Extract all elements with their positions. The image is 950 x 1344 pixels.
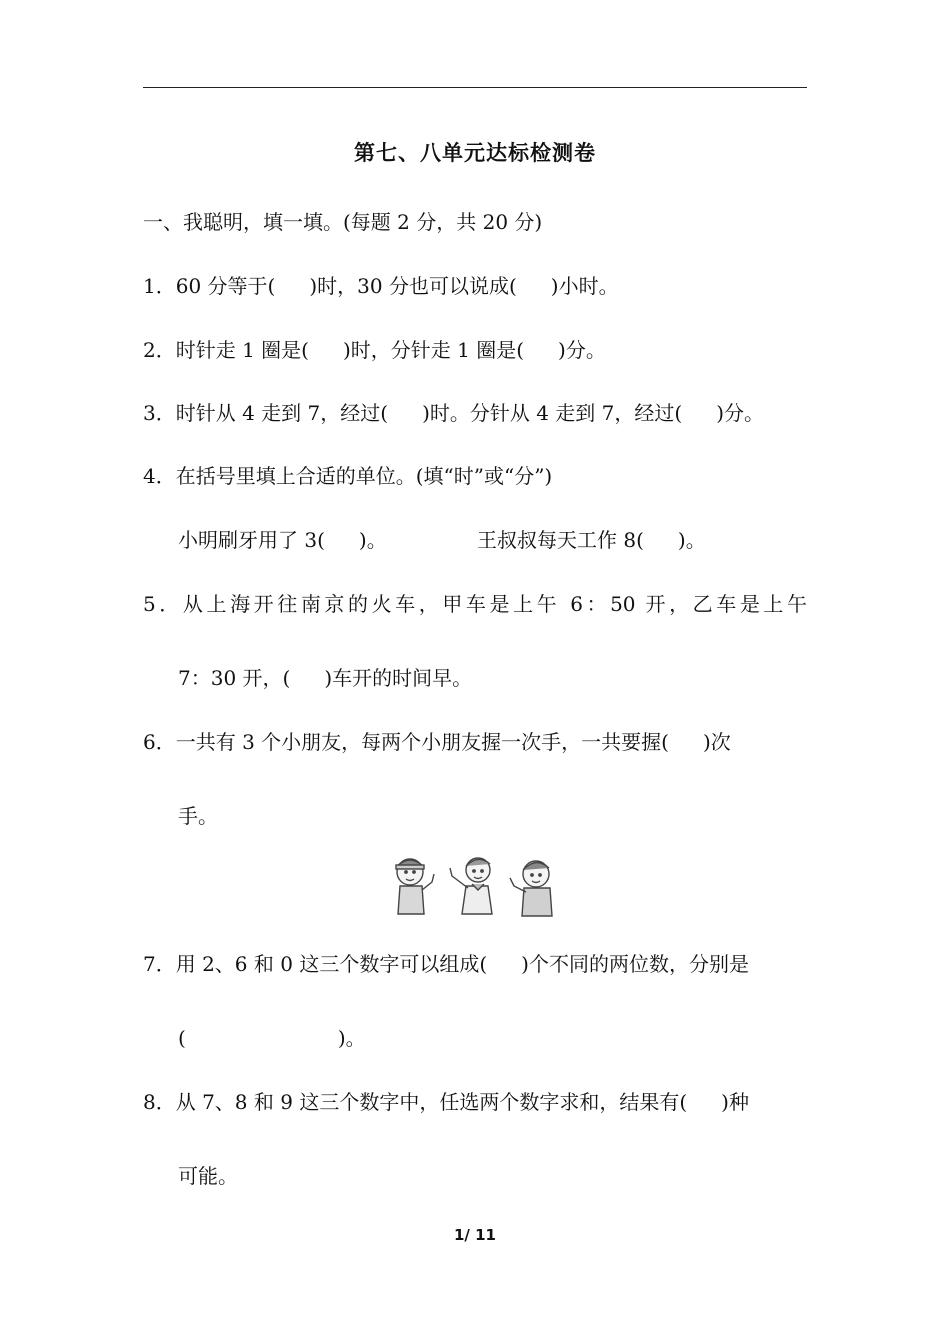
question-4-item-2: 王叔叔每天工作 8( )。: [477, 528, 706, 552]
page-number: 1/ 11: [453, 1226, 496, 1244]
question-5-line-1: 5．从上海开往南京的火车，甲车是上午 6：50 开，乙车是上午: [143, 592, 807, 616]
question-3: 3．时针从 4 走到 7，经过( )时。分针从 4 走到 7，经过( )分。: [143, 401, 765, 425]
question-5-line-2: 7：30 开，( )车开的时间早。: [178, 666, 473, 690]
question-6-line-1: 6．一共有 3 个小朋友，每两个小朋友握一次手，一共要握( )次: [143, 730, 731, 754]
page-title: 第七、八单元达标检测卷: [354, 141, 596, 165]
question-2: 2．时针走 1 圈是( )时，分针走 1 圈是( )分。: [143, 338, 606, 362]
question-6-line-2: 手。: [178, 804, 218, 828]
question-7-line-2: ( )。: [178, 1026, 366, 1050]
question-7-line-1: 7．用 2、6 和 0 这三个数字可以组成( )个不同的两位数，分别是: [143, 952, 749, 976]
question-4-item-1: 小明刷牙用了 3( )。: [178, 528, 387, 552]
question-4: 4．在括号里填上合适的单位。(填“时”或“分”): [143, 464, 553, 488]
handshake-children-illustration: [388, 852, 560, 922]
question-8-line-2: 可能。: [178, 1164, 238, 1188]
section-heading: 一、我聪明，填一填。(每题 2 分，共 20 分): [143, 210, 543, 234]
question-1: 1．60 分等于( )时，30 分也可以说成( )小时。: [143, 274, 619, 298]
header-rule: [143, 87, 807, 88]
question-8-line-1: 8．从 7、8 和 9 这三个数字中，任选两个数字求和，结果有( )种: [143, 1090, 749, 1114]
